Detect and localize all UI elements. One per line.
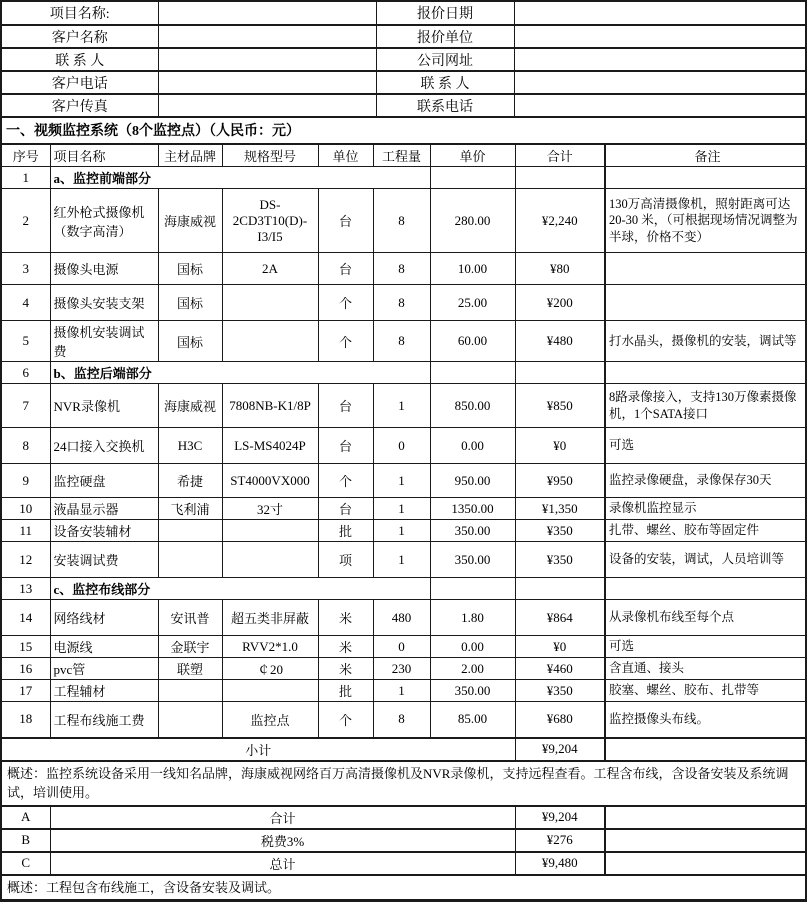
cell-spec: 监控点 (222, 702, 318, 738)
info-label: 报价日期 (376, 2, 514, 25)
cell-name: 设备安装辅材 (50, 520, 158, 542)
cell-price: 0.00 (430, 428, 515, 464)
item-row (2, 428, 807, 464)
total-label: 税费3% (50, 829, 515, 852)
cell-unit: 米 (318, 636, 373, 658)
section-row (2, 362, 807, 384)
cell-no: 8 (2, 428, 50, 464)
cell-spec (222, 680, 318, 702)
cell-spec: DS-2CD3T10(D)-I3/I5 (222, 189, 318, 253)
cell-name: 工程布线施工费 (50, 702, 158, 738)
info-value (158, 25, 376, 48)
column-header-row (2, 145, 807, 167)
total-code: A (2, 806, 50, 829)
cell-note: 130万高清摄像机，照射距离可达20-30 米，（可根据现场情况调整为半球，价格不变） (605, 189, 807, 253)
cell-brand: 海康威视 (158, 189, 222, 253)
cell-spec (222, 542, 318, 578)
subtotal-note (605, 738, 807, 761)
col-header-spec: 规格型号 (222, 145, 318, 167)
total-value: ¥9,204 (515, 806, 605, 829)
cell-note: 监控摄像头布线。 (605, 702, 807, 738)
cell-price: 1350.00 (430, 498, 515, 520)
summary-note-row-2 (2, 875, 807, 900)
cell-note: 从录像机布线至每个点 (605, 600, 807, 636)
cell-no: 7 (2, 384, 50, 428)
col-header-total: 合计 (515, 145, 605, 167)
section-name: a、监控前端部分 (50, 167, 430, 189)
cell-no: 18 (2, 702, 50, 738)
cell-no: 4 (2, 285, 50, 321)
item-row (2, 321, 807, 362)
cell-unit: 批 (318, 680, 373, 702)
cell-brand: H3C (158, 428, 222, 464)
cell-brand (158, 680, 222, 702)
cell-price: 850.00 (430, 384, 515, 428)
cell-brand (158, 542, 222, 578)
cell-qty: 8 (373, 189, 430, 253)
cell-name: 摄像头安装支架 (50, 285, 158, 321)
cell-total: ¥350 (515, 520, 605, 542)
cell-total: ¥200 (515, 285, 605, 321)
section-name: c、监控布线部分 (50, 578, 430, 600)
cell-spec (222, 285, 318, 321)
cell-name: 安装调试费 (50, 542, 158, 578)
cell-no: 12 (2, 542, 50, 578)
cell-price: 950.00 (430, 464, 515, 498)
cell-qty: 230 (373, 658, 430, 680)
cell-price: 25.00 (430, 285, 515, 321)
cell-name: pvc管 (50, 658, 158, 680)
cell-unit: 个 (318, 321, 373, 362)
cell-qty: 1 (373, 542, 430, 578)
total-row-b (2, 829, 807, 852)
info-value (514, 48, 807, 71)
cell-qty: 1 (373, 384, 430, 428)
cell-unit: 米 (318, 658, 373, 680)
cell-unit: 个 (318, 464, 373, 498)
item-row (2, 464, 807, 498)
cell-total: ¥350 (515, 542, 605, 578)
item-row (2, 285, 807, 321)
info-label: 报价单位 (376, 25, 514, 48)
cell-unit: 台 (318, 384, 373, 428)
cell-unit: 台 (318, 428, 373, 464)
cell-no: 17 (2, 680, 50, 702)
info-row (2, 94, 807, 117)
info-value (158, 71, 376, 94)
col-header-no: 序号 (2, 145, 50, 167)
info-table (2, 2, 807, 118)
cell-total: ¥850 (515, 384, 605, 428)
cell-no: 10 (2, 498, 50, 520)
cell-note: 可选 (605, 428, 807, 464)
cell-spec: RVV2*1.0 (222, 636, 318, 658)
cell-note: 设备的安装，调试，人员培训等 (605, 542, 807, 578)
col-header-unit: 单位 (318, 145, 373, 167)
cell-no: 16 (2, 658, 50, 680)
cell-qty: 1 (373, 464, 430, 498)
cell-price: 350.00 (430, 542, 515, 578)
total-label: 总计 (50, 852, 515, 875)
cell-total (515, 362, 605, 384)
total-row-c (2, 852, 807, 875)
info-row (2, 48, 807, 71)
section-title: 一、视频监控系统（8个监控点）（人民币：元） (2, 118, 805, 144)
cell-qty: 8 (373, 702, 430, 738)
section-row (2, 167, 807, 189)
total-row-a (2, 806, 807, 829)
total-note (605, 852, 807, 875)
total-value: ¥276 (515, 829, 605, 852)
cell-no: 6 (2, 362, 50, 384)
info-label: 联系电话 (376, 94, 514, 117)
quotation-table (2, 144, 807, 900)
cell-qty: 480 (373, 600, 430, 636)
cell-total: ¥950 (515, 464, 605, 498)
info-label: 联 系 人 (376, 71, 514, 94)
info-label: 客户名称 (2, 25, 158, 48)
cell-qty: 8 (373, 321, 430, 362)
cell-price (430, 578, 515, 600)
cell-price (430, 167, 515, 189)
cell-brand (158, 520, 222, 542)
cell-note (605, 362, 807, 384)
cell-price: 350.00 (430, 520, 515, 542)
cell-no: 9 (2, 464, 50, 498)
col-header-brand: 主材品牌 (158, 145, 222, 167)
item-row (2, 680, 807, 702)
total-note (605, 829, 807, 852)
cell-total: ¥80 (515, 253, 605, 285)
cell-price: 350.00 (430, 680, 515, 702)
cell-no: 11 (2, 520, 50, 542)
item-row (2, 542, 807, 578)
item-row (2, 189, 807, 253)
cell-no: 3 (2, 253, 50, 285)
cell-qty: 8 (373, 285, 430, 321)
cell-total: ¥0 (515, 428, 605, 464)
cell-name: 电源线 (50, 636, 158, 658)
info-label: 联 系 人 (2, 48, 158, 71)
cell-spec: 32寸 (222, 498, 318, 520)
cell-name: 红外枪式摄像机（数字高清） (50, 189, 158, 253)
cell-total: ¥480 (515, 321, 605, 362)
cell-spec: LS-MS4024P (222, 428, 318, 464)
cell-spec: 超五类非屏蔽 (222, 600, 318, 636)
cell-name: 摄像机安装调试费 (50, 321, 158, 362)
cell-name: 监控硬盘 (50, 464, 158, 498)
cell-note: 打水晶头，摄像机的安装，调试等 (605, 321, 807, 362)
item-row (2, 702, 807, 738)
cell-price: 10.00 (430, 253, 515, 285)
info-label: 项目名称: (2, 2, 158, 25)
cell-name: 网络线材 (50, 600, 158, 636)
cell-name: 液晶显示器 (50, 498, 158, 520)
cell-brand: 国标 (158, 253, 222, 285)
cell-name: 工程辅材 (50, 680, 158, 702)
cell-price: 1.80 (430, 600, 515, 636)
cell-unit: 台 (318, 253, 373, 285)
cell-qty: 0 (373, 428, 430, 464)
cell-total: ¥2,240 (515, 189, 605, 253)
cell-unit: 批 (318, 520, 373, 542)
cell-unit: 个 (318, 285, 373, 321)
col-header-name: 项目名称 (50, 145, 158, 167)
cell-qty: 8 (373, 253, 430, 285)
cell-price: 60.00 (430, 321, 515, 362)
subtotal-value: ¥9,204 (515, 738, 605, 761)
cell-spec: 7808NB-K1/8P (222, 384, 318, 428)
total-label: 合计 (50, 806, 515, 829)
cell-unit: 台 (318, 498, 373, 520)
cell-name: NVR录像机 (50, 384, 158, 428)
total-code: C (2, 852, 50, 875)
cell-price: 280.00 (430, 189, 515, 253)
cell-total (515, 167, 605, 189)
cell-total (515, 578, 605, 600)
info-value (158, 94, 376, 117)
cell-price: 85.00 (430, 702, 515, 738)
cell-spec (222, 520, 318, 542)
cell-qty: 1 (373, 520, 430, 542)
cell-no: 2 (2, 189, 50, 253)
cell-no: 13 (2, 578, 50, 600)
subtotal-label: 小计 (2, 738, 515, 761)
subtotal-row (2, 738, 807, 761)
cell-note: 含直通、接头 (605, 658, 807, 680)
info-value (514, 2, 807, 25)
cell-no: 15 (2, 636, 50, 658)
cell-unit: 米 (318, 600, 373, 636)
info-label: 客户传真 (2, 94, 158, 117)
cell-brand: 飞利浦 (158, 498, 222, 520)
section-row (2, 578, 807, 600)
summary-note-1: 概述：监控系统设备采用一线知名品牌，海康威视网络百万高清摄像机及NVR录像机，支持远程查看。工程含布线，含设备安装及系统调试，培训使用。 (2, 761, 807, 806)
cell-brand: 希捷 (158, 464, 222, 498)
total-code: B (2, 829, 50, 852)
info-value (158, 48, 376, 71)
cell-total: ¥460 (515, 658, 605, 680)
cell-note: 录像机监控显示 (605, 498, 807, 520)
info-table-body (2, 2, 807, 117)
cell-brand: 安讯普 (158, 600, 222, 636)
cell-price (430, 362, 515, 384)
item-row (2, 253, 807, 285)
cell-brand: 国标 (158, 285, 222, 321)
info-row (2, 71, 807, 94)
info-label: 公司网址 (376, 48, 514, 71)
cell-note: 可选 (605, 636, 807, 658)
item-row (2, 384, 807, 428)
cell-brand: 金联宇 (158, 636, 222, 658)
cell-note: 胶塞、螺丝、胶布、扎带等 (605, 680, 807, 702)
item-row (2, 658, 807, 680)
cell-spec: ￠20 (222, 658, 318, 680)
total-note (605, 806, 807, 829)
cell-note: 扎带、螺丝、胶布等固定件 (605, 520, 807, 542)
summary-note-2: 概述：工程包含布线施工，含设备安装及调试。 (2, 875, 807, 900)
cell-note: 监控录像硬盘，录像保存30天 (605, 464, 807, 498)
summary-body (2, 738, 807, 900)
cell-qty: 0 (373, 636, 430, 658)
cell-qty: 1 (373, 498, 430, 520)
main-table-body (2, 167, 807, 738)
cell-note (605, 253, 807, 285)
cell-unit: 个 (318, 702, 373, 738)
cell-brand (158, 702, 222, 738)
cell-no: 14 (2, 600, 50, 636)
col-header-note: 备注 (605, 145, 807, 167)
item-row (2, 520, 807, 542)
cell-qty: 1 (373, 680, 430, 702)
cell-total: ¥864 (515, 600, 605, 636)
total-value: ¥9,480 (515, 852, 605, 875)
section-name: b、监控后端部分 (50, 362, 430, 384)
info-value (514, 94, 807, 117)
cell-total: ¥680 (515, 702, 605, 738)
cell-total: ¥350 (515, 680, 605, 702)
cell-total: ¥0 (515, 636, 605, 658)
cell-unit: 台 (318, 189, 373, 253)
cell-note (605, 285, 807, 321)
cell-brand: 联塑 (158, 658, 222, 680)
info-value (514, 25, 807, 48)
cell-spec (222, 321, 318, 362)
cell-total: ¥1,350 (515, 498, 605, 520)
cell-price: 0.00 (430, 636, 515, 658)
col-header-price: 单价 (430, 145, 515, 167)
info-value (158, 2, 376, 25)
cell-brand: 国标 (158, 321, 222, 362)
cell-unit: 项 (318, 542, 373, 578)
item-row (2, 636, 807, 658)
cell-price: 2.00 (430, 658, 515, 680)
cell-spec: ST4000VX000 (222, 464, 318, 498)
info-label: 客户电话 (2, 71, 158, 94)
cell-no: 1 (2, 167, 50, 189)
cell-spec: 2A (222, 253, 318, 285)
cell-note (605, 578, 807, 600)
info-row (2, 25, 807, 48)
summary-note-row-1 (2, 761, 807, 806)
item-row (2, 600, 807, 636)
item-row (2, 498, 807, 520)
cell-note: 8路录像接入，支持130万像素摄像机，1个SATA接口 (605, 384, 807, 428)
col-header-qty: 工程量 (373, 145, 430, 167)
info-row (2, 2, 807, 25)
cell-name: 24口接入交换机 (50, 428, 158, 464)
cell-no: 5 (2, 321, 50, 362)
cell-note (605, 167, 807, 189)
info-value (514, 71, 807, 94)
cell-brand: 海康威视 (158, 384, 222, 428)
cell-name: 摄像头电源 (50, 253, 158, 285)
